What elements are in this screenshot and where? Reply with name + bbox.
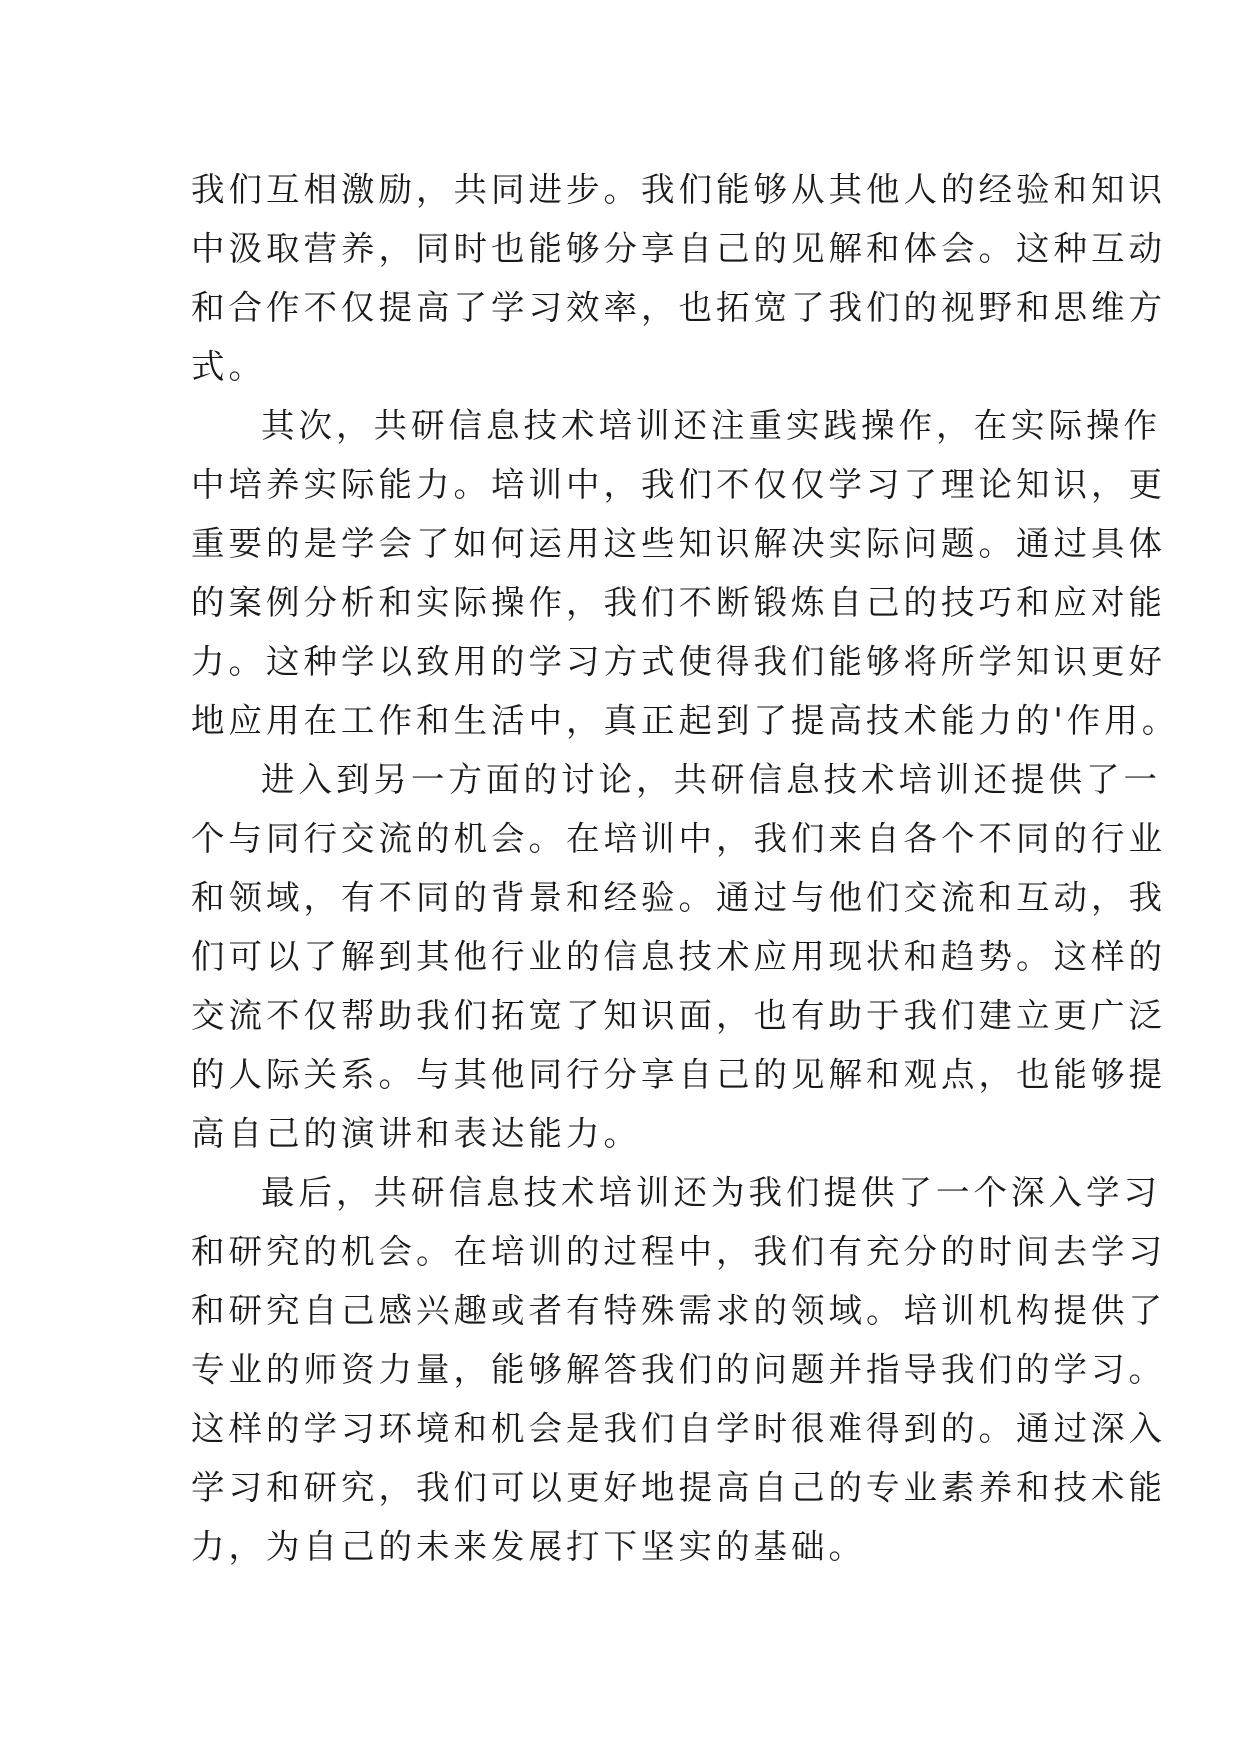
body-text [191,160,1180,1576]
paragraph-1 [191,160,1166,396]
text-line: 和合作不仅提高了学习效率，也拓宽了我们的视野和思维方 [191,288,1166,327]
text-line: 学习和研究，我们可以更好地提高自己的专业素养和技术能 [191,1468,1166,1507]
text-line: 和研究的机会。在培训的过程中，我们有充分的时间去学习 [191,1232,1166,1271]
text-line: 的人际关系。与其他同行分享自己的见解和观点，也能够提 [191,1055,1166,1094]
paragraph-3 [191,750,1166,1163]
text-line: 式。 [191,347,266,386]
text-line: 的案例分析和实际操作，我们不断锻炼自己的技巧和应对能 [191,583,1166,622]
text-line: 进入到另一方面的讨论，共研信息技术培训还提供了一 [261,760,1161,799]
text-line: 我们互相激励，共同进步。我们能够从其他人的经验和知识 [191,170,1166,209]
text-line: 中培养实际能力。培训中，我们不仅仅学习了理论知识，更 [191,465,1166,504]
text-line: 和研究自己感兴趣或者有特殊需求的领域。培训机构提供了 [191,1291,1166,1330]
text-line: 地应用在工作和生活中，真正起到了提高技术能力的'作用。 [191,701,1180,740]
text-line: 重要的是学会了如何运用这些知识解决实际问题。通过具体 [191,524,1166,563]
text-line: 最后，共研信息技术培训还为我们提供了一个深入学习 [261,1173,1161,1212]
text-line: 中汲取营养，同时也能够分享自己的见解和体会。这种互动 [191,229,1166,268]
text-line: 力。这种学以致用的学习方式使得我们能够将所学知识更好 [191,642,1166,681]
text-line: 这样的学习环境和机会是我们自学时很难得到的。通过深入 [191,1409,1166,1448]
text-line: 高自己的演讲和表达能力。 [191,1114,641,1153]
paragraph-2 [191,396,1180,750]
text-line: 和领域，有不同的背景和经验。通过与他们交流和互动，我 [191,878,1166,917]
text-line: 力，为自己的未来发展打下坚实的基础。 [191,1527,866,1566]
text-line: 其次，共研信息技术培训还注重实践操作，在实际操作 [261,406,1161,445]
text-line: 们可以了解到其他行业的信息技术应用现状和趋势。这样的 [191,937,1166,976]
text-line: 专业的师资力量，能够解答我们的问题并指导我们的学习。 [191,1350,1166,1389]
text-line: 个与同行交流的机会。在培训中，我们来自各个不同的行业 [191,819,1166,858]
text-line: 交流不仅帮助我们拓宽了知识面，也有助于我们建立更广泛 [191,996,1166,1035]
paragraph-4 [191,1163,1166,1576]
